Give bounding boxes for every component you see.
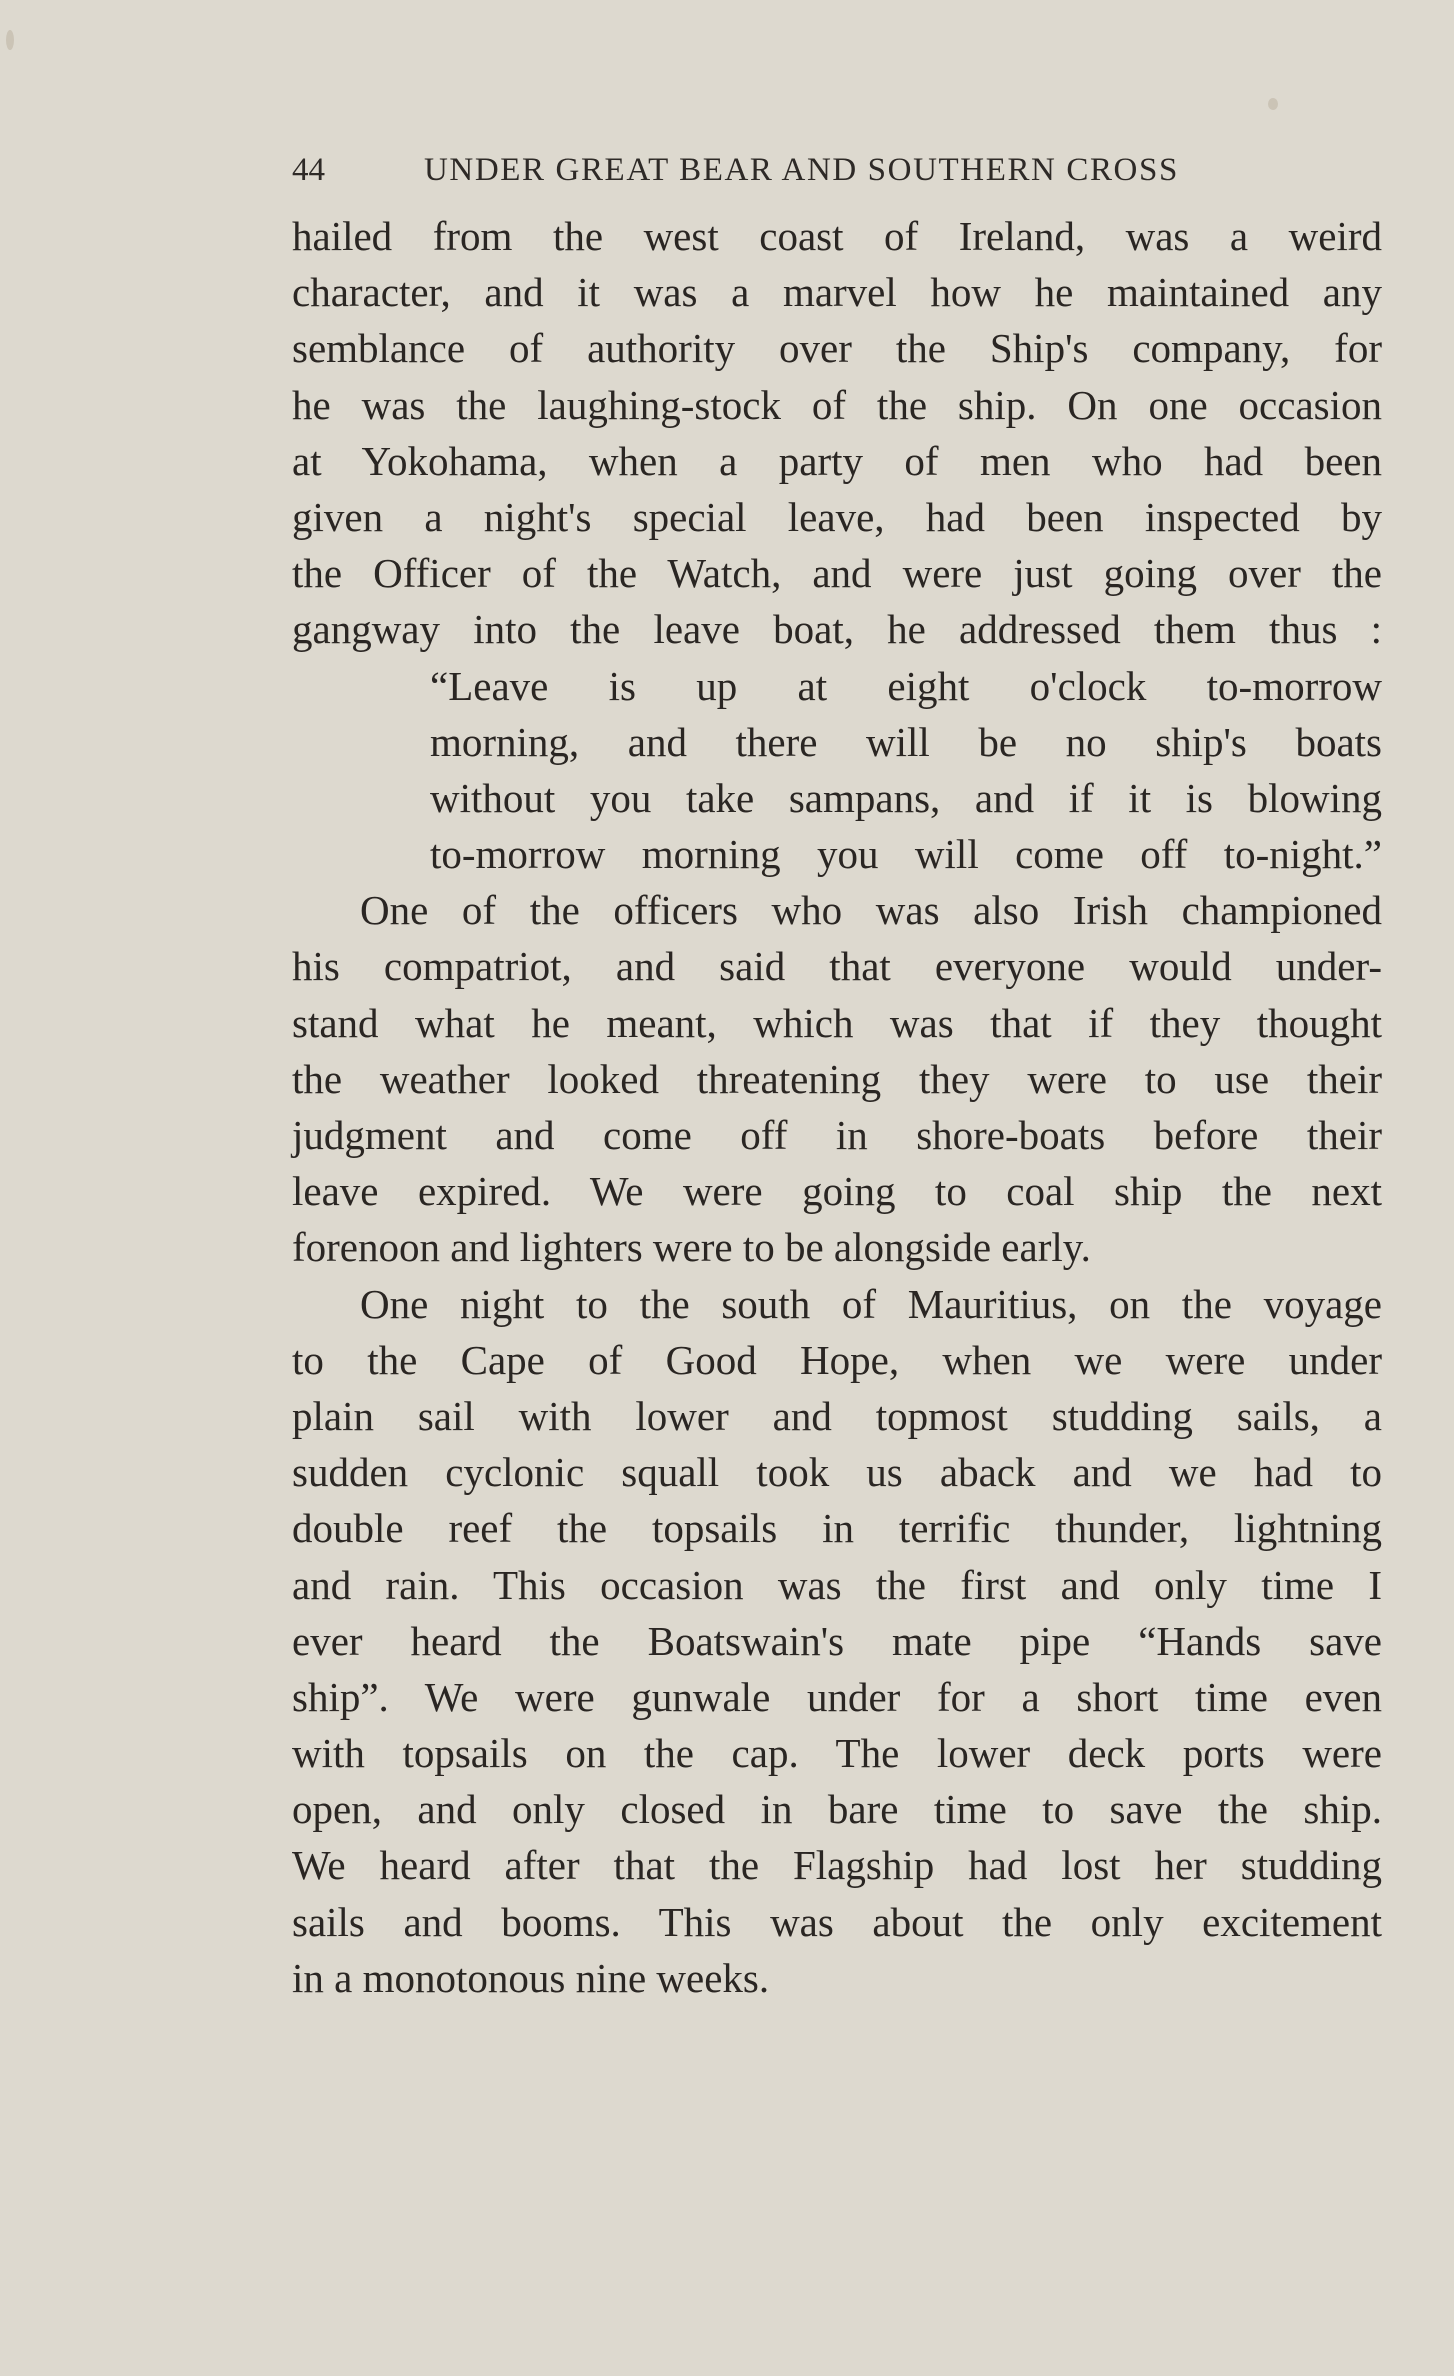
text-line: sudden cyclonic squall took us aback and we had to — [292, 1449, 1382, 1496]
text-line: the weather looked threatening they were to use their — [292, 1055, 1382, 1102]
text-line: character, and it was a marvel how he maintained any — [292, 269, 1382, 316]
text-line: at Yokohama, when a party of men who had been — [292, 437, 1382, 484]
text-line: given a night's special leave, had been inspected by — [292, 493, 1382, 540]
running-title: UNDER GREAT BEAR AND SOUTHERN CROSS — [424, 151, 1179, 188]
quotation-line: without you take sampans, and if it is blowing — [430, 774, 1382, 821]
quotation-line: morning, and there will be no ship's boats — [430, 718, 1382, 765]
text-line: double reef the topsails in terrific thunder, lightning — [292, 1505, 1382, 1552]
paragraph-last-line: in a monotonous nine weeks. — [292, 1954, 770, 2001]
paragraph-first-line: One of the officers who was also Irish championed — [360, 887, 1382, 934]
text-line: stand what he meant, which was that if they thought — [292, 999, 1382, 1046]
text-line: the Officer of the Watch, and were just going over the — [292, 550, 1382, 597]
paper-speck — [1268, 98, 1278, 110]
text-line: leave expired. We were going to coal ship the next — [292, 1168, 1382, 1215]
text-line: his compatriot, and said that everyone would under- — [292, 943, 1382, 990]
page-number: 44 — [292, 151, 325, 188]
quotation-line: “Leave is up at eight o'clock to-morrow — [430, 662, 1382, 709]
text-line: and rain. This occasion was the first and only time I — [292, 1561, 1382, 1608]
running-head — [292, 140, 1382, 200]
text-line: ship”. We were gunwale under for a short time even — [292, 1673, 1382, 1720]
text-line: sails and booms. This was about the only excitement — [292, 1898, 1382, 1945]
text-line: open, and only closed in bare time to save the ship. — [292, 1786, 1382, 1833]
text-line: We heard after that the Flagship had lost her studding — [292, 1842, 1382, 1889]
body-text — [292, 208, 1382, 2006]
text-line: semblance of authority over the Ship's company, for — [292, 325, 1382, 372]
paragraph-first-line: One night to the south of Mauritius, on the voyage — [360, 1280, 1382, 1327]
text-line: hailed from the west coast of Ireland, was a weird — [292, 213, 1382, 259]
text-line: gangway into the leave boat, he addressed them thus : — [292, 606, 1382, 653]
book-page — [292, 140, 1382, 2006]
text-line: judgment and come off in shore-boats before their — [292, 1112, 1382, 1158]
text-line: ever heard the Boatswain's mate pipe “Hands save — [292, 1617, 1382, 1664]
text-line: plain sail with lower and topmost studding sails, a — [292, 1392, 1382, 1439]
paragraph-last-line: forenoon and lighters were to be alongside early. — [292, 1224, 1091, 1271]
quotation-line: to-morrow morning you will come off to-night.” — [430, 831, 1382, 878]
text-line: he was the laughing-stock of the ship. On one occasion — [292, 381, 1382, 428]
text-line: with topsails on the cap. The lower deck ports were — [292, 1730, 1382, 1777]
text-line: to the Cape of Good Hope, when we were under — [292, 1336, 1382, 1383]
paper-speck — [6, 30, 14, 50]
